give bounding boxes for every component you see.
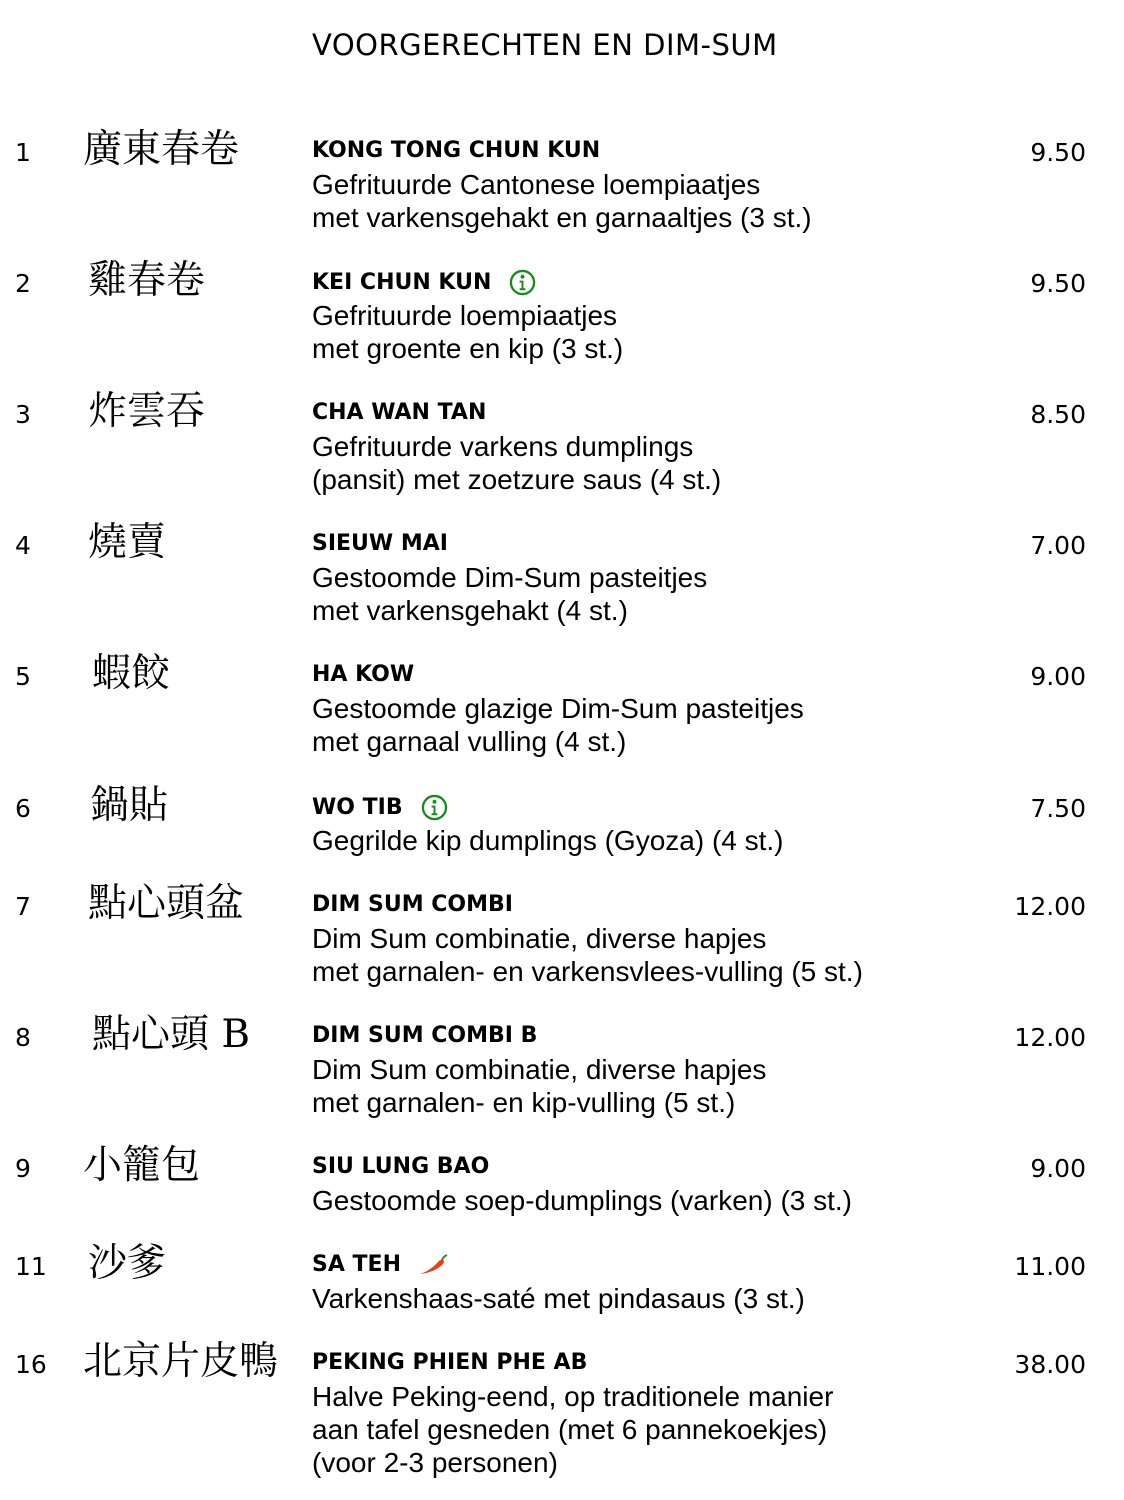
item-description-line: Gefrituurde varkens dumplings <box>312 431 694 462</box>
item-description-line: Dim Sum combinatie, diverse hapjes <box>312 1054 767 1085</box>
item-chinese-name: 點心頭 B <box>92 1012 251 1057</box>
item-description <box>312 692 804 758</box>
chili-pepper-icon <box>417 1254 449 1276</box>
item-chinese-name: 炸雲吞 <box>88 389 206 434</box>
item-description-line: (pansit) met zoetzure saus (4 st.) <box>312 464 722 495</box>
info-icon <box>421 794 448 821</box>
item-chinese-name: 燒賣 <box>88 520 167 565</box>
item-description-line: met garnaal vulling (4 st.) <box>312 726 627 757</box>
item-name-label: KONG TONG CHUN KUN <box>312 138 601 163</box>
item-number: 9 <box>15 1154 31 1183</box>
item-description <box>312 168 812 234</box>
item-description <box>312 430 721 496</box>
item-price: 11.00 <box>1014 1252 1086 1281</box>
item-chinese-name: 北京片皮鴨 <box>83 1339 279 1384</box>
item-chinese-name: 蝦餃 <box>92 651 171 696</box>
item-description <box>312 299 623 365</box>
item-name <box>312 1350 587 1375</box>
item-chinese-name: 點心頭盆 <box>88 881 245 926</box>
item-description-line: Gegrilde kip dumplings (Gyoza) (4 st.) <box>312 825 784 856</box>
item-name-label: DIM SUM COMBI <box>312 892 513 917</box>
item-name-label: SIEUW MAI <box>312 531 448 556</box>
item-name-label: WO TIB <box>312 795 403 820</box>
menu-item <box>0 881 1124 1004</box>
item-description <box>312 922 863 988</box>
item-description <box>312 1282 805 1315</box>
item-name-label: CHA WAN TAN <box>312 400 487 425</box>
item-name <box>312 662 414 687</box>
menu-item <box>0 389 1124 512</box>
item-name-label: KEI CHUN KUN <box>312 270 492 295</box>
item-name <box>312 400 486 425</box>
menu-item <box>0 520 1124 643</box>
item-number: 4 <box>15 531 31 560</box>
item-name-label: SIU LUNG BAO <box>312 1154 490 1179</box>
item-description-line: Dim Sum combinatie, diverse hapjes <box>312 923 767 954</box>
item-chinese-name: 小籠包 <box>83 1143 201 1188</box>
item-name-label: DIM SUM COMBI B <box>312 1023 538 1048</box>
item-name <box>312 1252 449 1277</box>
menu-item <box>0 1339 1124 1478</box>
item-description-line: Gestoomde soep-dumplings (varken) (3 st.) <box>312 1185 852 1216</box>
item-description <box>312 561 707 627</box>
item-description-line: met varkensgehakt (4 st.) <box>312 595 628 626</box>
item-price: 8.50 <box>1030 400 1086 429</box>
item-name <box>312 1154 489 1179</box>
item-price: 7.00 <box>1030 531 1086 560</box>
item-chinese-name: 廣東春卷 <box>83 127 240 172</box>
item-description-line: met garnalen- en kip-vulling (5 st.) <box>312 1087 736 1118</box>
item-description-line: Gestoomde glazige Dim-Sum pasteitjes <box>312 693 804 724</box>
item-description <box>312 1053 766 1119</box>
item-number: 1 <box>15 138 31 167</box>
menu-item <box>0 127 1124 250</box>
menu-item <box>0 258 1124 381</box>
item-price: 12.00 <box>1014 1023 1086 1052</box>
item-description-line: Halve Peking-eend, op traditionele manier <box>312 1381 834 1412</box>
item-number: 11 <box>15 1252 47 1281</box>
item-name-label: PEKING PHIEN PHE AB <box>312 1350 588 1375</box>
item-price: 7.50 <box>1030 794 1086 823</box>
item-description-line: Gestoomde Dim-Sum pasteitjes <box>312 562 708 593</box>
item-number: 3 <box>15 400 31 429</box>
menu-item <box>0 651 1124 774</box>
item-description <box>312 1380 833 1479</box>
item-price: 9.50 <box>1030 269 1086 298</box>
item-price: 38.00 <box>1014 1350 1086 1379</box>
item-number: 2 <box>15 269 31 298</box>
item-description-line: Gefrituurde Cantonese loempiaatjes <box>312 169 761 200</box>
item-name <box>312 138 600 163</box>
item-chinese-name: 雞春卷 <box>88 258 206 303</box>
item-description-line: met varkensgehakt en garnaaltjes (3 st.) <box>312 202 812 233</box>
item-name <box>312 794 448 821</box>
item-number: 16 <box>15 1350 47 1379</box>
item-description-line: (voor 2-3 personen) <box>312 1447 558 1478</box>
info-icon <box>509 269 536 296</box>
item-price: 9.00 <box>1030 662 1086 691</box>
item-description-line: aan tafel gesneden (met 6 pannekoekjes) <box>312 1414 828 1445</box>
item-name <box>312 531 448 556</box>
item-name <box>312 892 513 917</box>
item-number: 7 <box>15 892 31 921</box>
item-chinese-name: 沙爹 <box>88 1241 167 1286</box>
item-chinese-name: 鍋貼 <box>90 783 169 828</box>
item-name <box>312 269 536 296</box>
item-description <box>312 824 784 857</box>
item-number: 8 <box>15 1023 31 1052</box>
item-description-line: met groente en kip (3 st.) <box>312 333 624 364</box>
item-description <box>312 1184 852 1217</box>
item-price: 9.00 <box>1030 1154 1086 1183</box>
item-description-line: Varkenshaas-saté met pindasaus (3 st.) <box>312 1283 805 1314</box>
item-description-line: met garnalen- en varkensvlees-vulling (5 st.) <box>312 956 863 987</box>
item-name-label: SA TEH <box>312 1252 401 1277</box>
item-price: 12.00 <box>1014 892 1086 921</box>
menu-item <box>0 1012 1124 1135</box>
item-description-line: Gefrituurde loempiaatjes <box>312 300 618 331</box>
item-number: 6 <box>15 794 31 823</box>
page-title: VOORGERECHTEN EN DIM-SUM <box>312 28 778 62</box>
item-price: 9.50 <box>1030 138 1086 167</box>
item-number: 5 <box>15 662 31 691</box>
item-name-label: HA KOW <box>312 662 415 687</box>
item-name <box>312 1023 537 1048</box>
